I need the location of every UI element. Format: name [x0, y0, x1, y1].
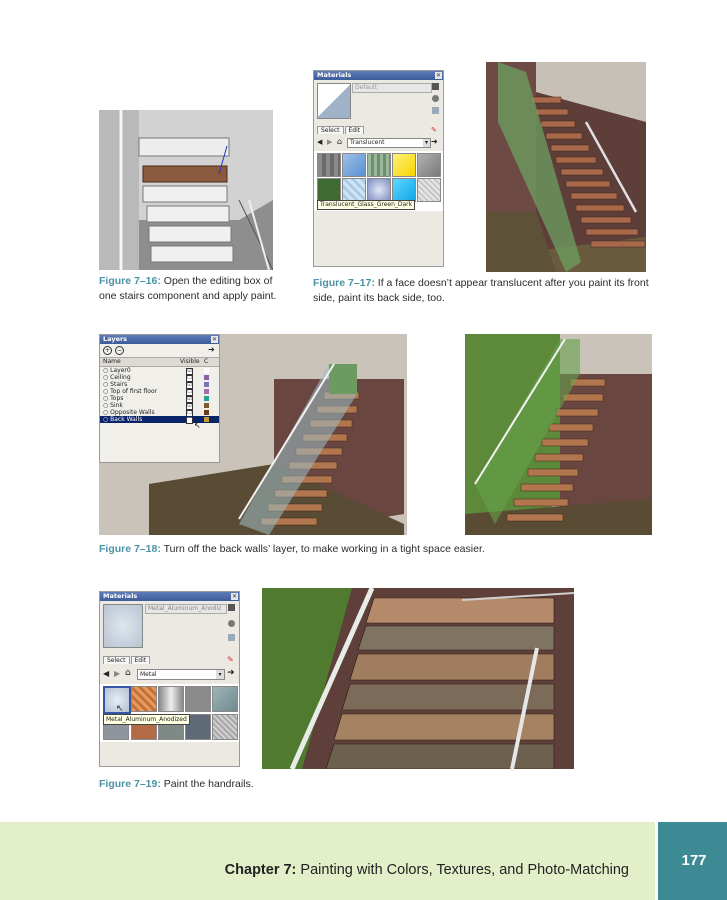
layer-row[interactable]: ○ Sink ☑	[100, 402, 219, 409]
layer-row[interactable]: ○ Stairs ☑	[100, 381, 219, 388]
chapter-label: Chapter 7:	[224, 862, 297, 878]
page-number: 177	[655, 822, 727, 900]
caption-text: Turn off the back walls’ layer, to make working in a tight space easier.	[163, 543, 485, 555]
material-preview	[103, 604, 143, 648]
painted-handrails-render	[262, 588, 574, 769]
layers-list	[100, 367, 219, 423]
layers-panel	[99, 334, 220, 463]
back-arrow-icon[interactable]: ◀	[317, 138, 323, 146]
collection-dropdown[interactable]	[347, 138, 431, 148]
swatch[interactable]	[417, 153, 441, 177]
material-name-field[interactable]: Metal_Aluminum_Anodiz	[145, 604, 227, 614]
details-arrow-icon[interactable]: ➜	[208, 345, 215, 354]
materials-panel	[313, 70, 444, 267]
panel-titlebar	[100, 592, 239, 601]
collection-dropdown[interactable]	[137, 669, 225, 680]
layer-row[interactable]: ○ Tops ☑	[100, 395, 219, 402]
swatch[interactable]	[317, 178, 341, 202]
panel-title: Materials	[317, 71, 352, 79]
figure-7-19-image	[262, 588, 574, 769]
column-visible[interactable]: Visible	[180, 358, 200, 365]
swatch[interactable]	[367, 178, 391, 202]
figure-7-16-caption	[99, 274, 289, 304]
tab-edit[interactable]: Edit	[345, 126, 365, 134]
swatch[interactable]	[185, 686, 211, 712]
cursor-icon: ↖	[194, 421, 201, 430]
sample-paint-icon[interactable]	[228, 620, 235, 627]
figure-label: Figure 7–18:	[99, 543, 161, 555]
figure-label: Figure 7–16:	[99, 275, 161, 287]
panel-titlebar	[314, 71, 443, 80]
swatch[interactable]	[158, 686, 184, 712]
chevron-down-icon: ▾	[424, 139, 428, 146]
tab-select[interactable]: Select	[103, 656, 130, 664]
chapter-heading	[225, 862, 629, 878]
layer-row[interactable]: ○ Top of first floor ☐	[100, 388, 219, 395]
swatch[interactable]	[212, 686, 238, 712]
details-arrow-icon[interactable]: ➜	[227, 668, 235, 678]
forward-arrow-icon[interactable]: ▶	[327, 138, 333, 146]
swatch[interactable]	[342, 153, 366, 177]
figure-7-17-caption	[313, 276, 653, 306]
materials-panel-metal	[99, 591, 240, 767]
layers-header	[100, 357, 219, 367]
layer-row-selected[interactable]: ○ Back Walls ☐	[100, 416, 219, 423]
column-name[interactable]: Name	[103, 358, 121, 365]
caption-text: Open the editing box of one stairs component and apply paint.	[99, 275, 277, 302]
figure-label: Figure 7–19:	[99, 778, 161, 790]
close-icon[interactable]: ✕	[211, 336, 218, 343]
forward-arrow-icon[interactable]: ▶	[114, 669, 121, 678]
figure-7-18-image-right	[465, 334, 652, 535]
figure-label: Figure 7–17:	[313, 277, 375, 289]
figure-7-16-image	[99, 110, 273, 270]
paint-bucket-icon[interactable]	[228, 634, 235, 641]
home-icon[interactable]: ⌂	[125, 668, 131, 678]
caption-text: Paint the handrails.	[163, 778, 254, 790]
swatch[interactable]	[212, 714, 238, 740]
chapter-title: Painting with Colors, Textures, and Photo-Matching	[300, 862, 629, 878]
page-footer	[0, 822, 727, 900]
layer-row[interactable]: ○ Opposite Walls ☐	[100, 409, 219, 416]
material-preview	[317, 83, 351, 119]
eyedropper-icon[interactable]: ✎	[431, 126, 437, 134]
figure-7-19-caption	[99, 777, 499, 792]
tab-edit[interactable]: Edit	[131, 656, 151, 664]
layer-row[interactable]: ○ Ceiling ☐	[100, 374, 219, 381]
close-icon[interactable]: ✕	[231, 593, 238, 600]
material-tooltip: Translucent_Glass_Green_Dark	[317, 200, 415, 210]
material-tooltip: Metal_Aluminum_Anodized	[103, 714, 190, 725]
swatch[interactable]	[392, 153, 416, 177]
stairs-component-render	[99, 110, 273, 270]
panel-title: Layers	[103, 335, 128, 343]
swatch[interactable]	[367, 153, 391, 177]
chevron-down-icon: ▾	[216, 670, 224, 679]
panel-titlebar	[100, 335, 219, 344]
figure-7-18-caption	[99, 542, 659, 557]
eyedropper-icon[interactable]: ✎	[227, 655, 234, 664]
swatch[interactable]	[417, 178, 441, 202]
material-name-field[interactable]: Default	[352, 83, 432, 93]
column-color[interactable]: C	[204, 358, 209, 365]
swatch[interactable]	[392, 178, 416, 202]
home-icon[interactable]: ⌂	[337, 137, 343, 146]
panel-tabs	[317, 126, 365, 134]
details-arrow-icon[interactable]: ➜	[431, 137, 438, 146]
add-layer-icon[interactable]: +	[104, 347, 111, 354]
create-material-icon[interactable]	[228, 604, 235, 611]
paint-bucket-icon[interactable]	[432, 107, 439, 114]
dropdown-value: Translucent	[350, 139, 385, 146]
swatch[interactable]	[131, 686, 157, 712]
swatch[interactable]	[342, 178, 366, 202]
tab-select[interactable]: Select	[317, 126, 344, 134]
stairs-with-green-glass	[465, 334, 652, 535]
back-arrow-icon[interactable]: ◀	[103, 669, 110, 678]
caption-text: If a face doesn’t appear translucent after you paint its front side, paint its back side, too.	[313, 277, 649, 304]
sample-paint-icon[interactable]	[432, 95, 439, 102]
panel-tabs	[103, 656, 151, 664]
swatch[interactable]	[317, 153, 341, 177]
dropdown-value: Metal	[140, 671, 157, 678]
translucent-glass-stairs-render	[486, 62, 646, 272]
delete-layer-icon[interactable]: −	[116, 347, 123, 354]
close-icon[interactable]: ✕	[435, 72, 442, 79]
cursor-icon: ↖	[116, 704, 124, 714]
panel-title: Materials	[103, 592, 138, 600]
figure-7-17-image	[486, 62, 646, 272]
layer-row[interactable]: ○ Layer0 ☑	[100, 367, 219, 374]
create-material-icon[interactable]	[432, 83, 439, 90]
